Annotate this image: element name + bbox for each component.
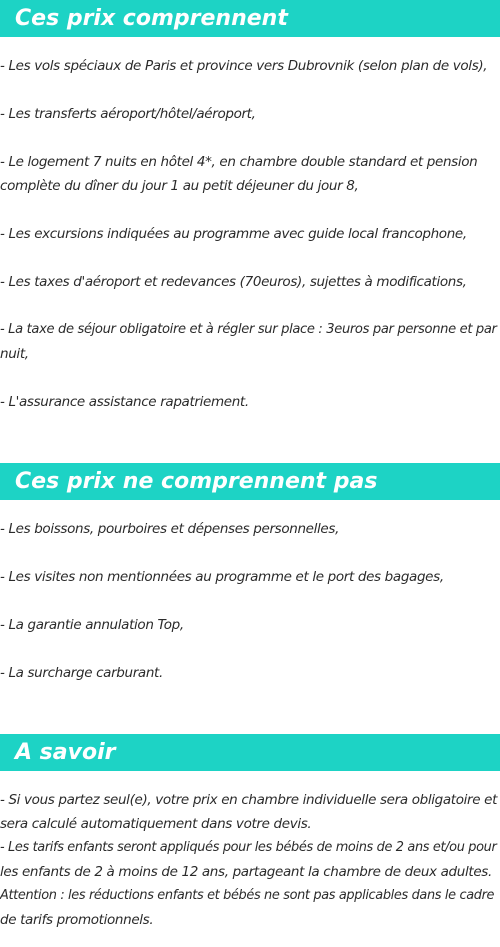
included-item-taxes: - Les taxes d'aéroport et redevances (70euros), sujettes à modifications, [0, 274, 467, 290]
not-included-item-fuel: - La surcharge carburant. [0, 665, 163, 681]
included-item-lodging: - Le logement 7 nuits en hôtel 4*, en chambre double standard et pension [0, 154, 478, 170]
included-item-tourist-tax: - La taxe de séjour obligatoire et à régler sur place : 3euros par personne et par [0, 322, 497, 337]
not-included-item-drinks: - Les boissons, pourboires et dépenses personnelles, [0, 521, 340, 537]
included-item-transfers: - Les transferts aéroport/hôtel/aéroport, [0, 106, 256, 122]
to-know-text [0, 788, 500, 932]
included-item-lodging-cont: complète du dîner du jour 1 au petit déjeuner du jour 8, [0, 178, 359, 194]
to-know-line: - Les tarifs enfants seront appliqués pour les bébés de moins de 2 ans et/ou pour [0, 840, 497, 855]
included-item-tourist-tax-cont: nuit, [0, 346, 29, 362]
included-item-flights: - Les vols spéciaux de Paris et province vers Dubrovnik (selon plan de vols), [0, 58, 488, 74]
to-know-line: - Si vous partez seul(e), votre prix en chambre individuelle sera obligatoire et [0, 792, 498, 808]
to-know-line: de tarifs promotionnels. [0, 912, 154, 928]
to-know-line: les enfants de 2 à moins de 12 ans, partageant la chambre de deux adultes. [0, 864, 492, 880]
section-header-not-included: Ces prix ne comprennent pas [0, 463, 500, 500]
section-header-to-know: A savoir [0, 734, 500, 771]
section-header-included: Ces prix comprennent [0, 0, 500, 37]
to-know-line: sera calculé automatiquement dans votre devis. [0, 816, 312, 832]
not-included-item-cancellation: - La garantie annulation Top, [0, 617, 184, 633]
included-item-excursions: - Les excursions indiquées au programme avec guide local francophone, [0, 226, 467, 242]
to-know-line: Attention : les réductions enfants et bébés ne sont pas applicables dans le cadre [0, 888, 495, 903]
not-included-item-visits: - Les visites non mentionnées au programme et le port des bagages, [0, 569, 444, 585]
included-item-insurance: - L'assurance assistance rapatriement. [0, 394, 249, 410]
